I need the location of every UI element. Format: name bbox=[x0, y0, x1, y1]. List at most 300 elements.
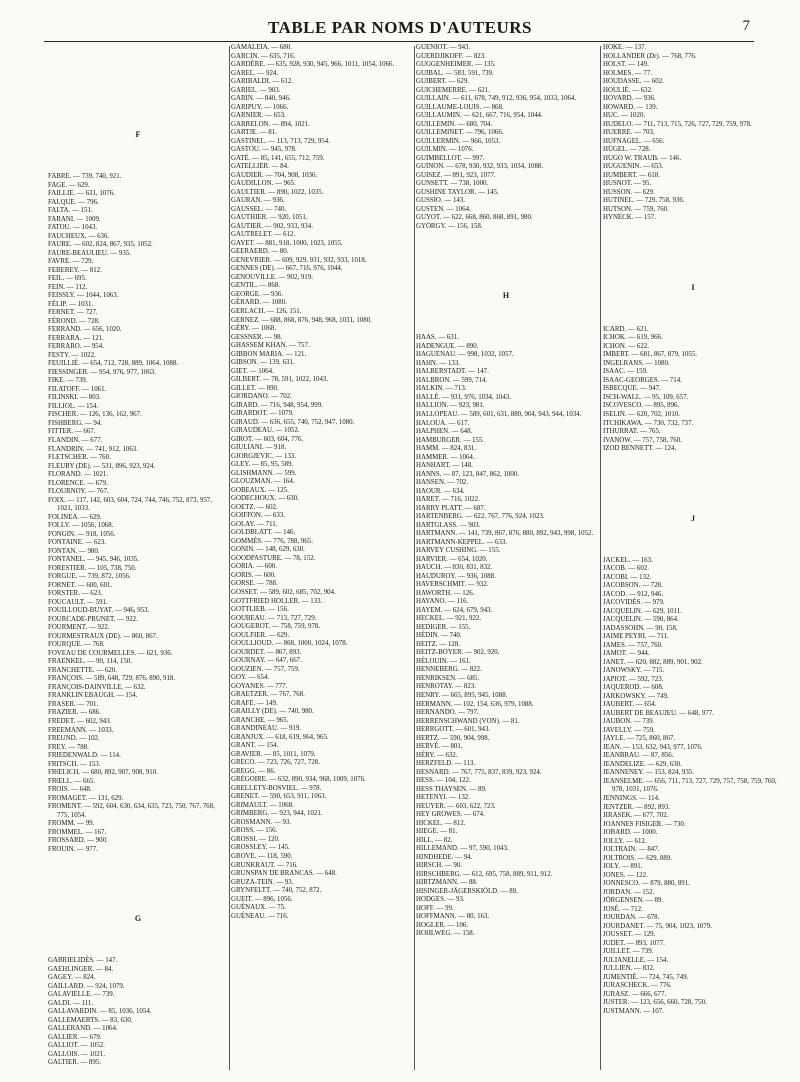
index-entry: FRAENKEL. — 90, 114, 150. bbox=[48, 658, 132, 666]
index-entry: GOTTLIEB. — 156. bbox=[231, 606, 289, 614]
index-entry: JUSTMANN. — 107. bbox=[603, 1007, 664, 1015]
index-entry: GALLIOT. — 1052. bbox=[48, 1042, 105, 1050]
index-entry: HALBERSTADT. — 147. bbox=[416, 368, 489, 376]
index-entry: FRIEDENWALD. — 114. bbox=[48, 752, 121, 760]
index-entry: GUISEZ. — 891, 923, 1077. bbox=[416, 171, 496, 179]
index-entry: GOLAY. — 711. bbox=[231, 520, 278, 528]
index-entry: GRUNSPAN DE BRANCAS. — 648. bbox=[231, 870, 337, 878]
index-entry: GUÉNEAU. — 716. bbox=[231, 912, 289, 920]
index-entry: FEIN. — 112. bbox=[48, 283, 88, 291]
index-entry: HUSSON. — 629. bbox=[603, 188, 655, 196]
index-entry: GOUBEAU. — 713, 727, 729. bbox=[231, 614, 317, 622]
index-entry: JACOD. — 912, 946. bbox=[603, 590, 664, 598]
index-entry: FRANKLIN EBAUGH. — 154. bbox=[48, 692, 138, 700]
index-entry: FOURQUE. — 768. bbox=[48, 641, 105, 649]
index-entry: HODGES. — 93. bbox=[416, 896, 465, 904]
index-entry: GERNEZ. — 688, 868, 876, 948, 968, 1031, 1080. bbox=[231, 316, 372, 324]
index-entry: HARVIER. — 654, 1020. bbox=[416, 555, 488, 563]
index-entry: FAURE. — 602, 824, 867, 935, 1052. bbox=[48, 241, 153, 249]
index-entry: FÉROND. — 728. bbox=[48, 317, 100, 325]
index-entry: FLEURY (DE). — 531, 896, 923, 924. bbox=[48, 462, 156, 470]
index-entry: HETENYI. — 132. bbox=[416, 794, 470, 802]
index-entry: ISCOVESCO. — 895, 896. bbox=[603, 402, 680, 410]
index-entry: HARTMANN. — 141, 739, 867, 876, 880, 892, 943, 998, 1052. bbox=[416, 530, 594, 538]
index-entry: FROMAGET. — 131, 629. bbox=[48, 794, 124, 802]
index-entry: HESS. — 104, 122. bbox=[416, 777, 471, 785]
index-entry: GUEIT. — 896, 1056. bbox=[231, 895, 293, 903]
index-entry: JULLIEN. — 832. bbox=[603, 965, 655, 973]
index-entry: FREY. — 788. bbox=[48, 743, 89, 751]
index-entry: GRIMAULT. — 1068. bbox=[231, 801, 294, 809]
index-entry: GOLDBLATT. — 146. bbox=[231, 529, 296, 537]
index-entry: GRAVIER. — 85, 1011, 1079. bbox=[231, 750, 316, 758]
index-entry: FESTY. — 1022. bbox=[48, 351, 96, 359]
spacer bbox=[48, 96, 228, 122]
index-entry: FOIX. — 117, 142, 603, 604, 724, 744, 746, 752, 873, 957, 1021, 1033. bbox=[48, 496, 212, 513]
index-entry: HERVÉ. — 801. bbox=[416, 743, 463, 751]
spacer bbox=[603, 223, 783, 249]
index-entry: GRANJUX. — 618, 619, 964, 965. bbox=[231, 733, 329, 741]
spacer bbox=[603, 531, 783, 557]
index-entry: GRAILLY (DE). — 740, 980. bbox=[231, 708, 314, 716]
index-entry: GOUGEROT. — 758, 759, 978. bbox=[231, 623, 321, 631]
index-entry: FONGIN. — 918, 1056. bbox=[48, 530, 116, 538]
section-letter: J bbox=[691, 513, 695, 523]
index-entry: FONTAINE. — 623. bbox=[48, 539, 107, 547]
index-entry: HICKEL. — 812. bbox=[416, 819, 466, 827]
index-entry: JUSTER. — 123, 656, 660, 728, 750. bbox=[603, 999, 707, 1007]
index-entry: HERZFELD. — 113. bbox=[416, 760, 476, 768]
index-entry: FROMM. — 99. bbox=[48, 820, 95, 828]
index-column-2 bbox=[231, 44, 414, 1072]
index-entry: GRUZA-TEIN. — 93. bbox=[231, 878, 294, 886]
index-entry: GARNIER. — 653. bbox=[231, 112, 286, 120]
index-entry: ISBECQUE. — 947. bbox=[603, 385, 661, 393]
index-entry: FLANDIN. — 677. bbox=[48, 436, 103, 444]
index-entry: FAUCHEUX. — 636. bbox=[48, 232, 110, 240]
index-entry: FRAZIER. — 686. bbox=[48, 709, 101, 717]
index-entry: GARIN. — 840, 946. bbox=[231, 95, 291, 103]
index-entry: GUILMIN. — 1076. bbox=[416, 146, 474, 154]
index-entry: JACOVIDÈS. — 979. bbox=[603, 599, 665, 607]
index-entry: ICARD. — 621. bbox=[603, 325, 649, 333]
index-entry: JUMENTIÉ. — 724, 745, 749. bbox=[603, 973, 689, 981]
index-entry: GORSE. — 788. bbox=[231, 580, 278, 588]
spacer bbox=[416, 257, 596, 283]
index-entry: GALLAVARDIN. — 85, 1036, 1054. bbox=[48, 1008, 152, 1016]
index-entry: HARET. — 716, 1022. bbox=[416, 496, 480, 504]
index-entry: JOUSSET. — 129. bbox=[603, 931, 656, 939]
index-entry: FOUCAULT. — 591. bbox=[48, 598, 108, 606]
index-entry: GALLIER. — 679. bbox=[48, 1033, 102, 1041]
index-entry: JAMOT. — 944. bbox=[603, 650, 650, 658]
index-entry: GOULLIOUD. — 868, 1000, 1024, 1078. bbox=[231, 640, 348, 648]
index-entry: GAUSSEL. — 740. bbox=[231, 205, 287, 213]
index-entry: GROSMANN. — 93. bbox=[231, 818, 292, 826]
index-entry: GAGEY. — 824. bbox=[48, 974, 96, 982]
index-entry: JAPIOT. — 592, 723. bbox=[603, 675, 664, 683]
index-entry: JEAN. — 153, 632, 943, 977, 1076. bbox=[603, 743, 703, 751]
index-entry: GÉRY. — 1068. bbox=[231, 325, 277, 333]
index-entry: FLORAND. — 1021. bbox=[48, 471, 109, 479]
index-entry: GASTINEL. — 113, 713, 729, 954. bbox=[231, 137, 330, 145]
index-entry: FIKE. — 739. bbox=[48, 377, 88, 385]
index-entry: GROSSLEY. — 145. bbox=[231, 844, 290, 852]
index-entry: GIRAUDEAU. — 1052. bbox=[231, 427, 300, 435]
index-entry: HERNANDO. — 797. bbox=[416, 709, 479, 717]
index-entry: ISAAC-GEORGES. — 714. bbox=[603, 376, 682, 384]
index-entry: GOURNAY. — 647, 667. bbox=[231, 657, 302, 665]
index-entry: GIRAUD. — 636, 655, 740, 752, 947, 1080. bbox=[231, 418, 355, 426]
index-entry: ISAAC. — 159. bbox=[603, 368, 648, 376]
index-entry: GRUNKRAUT. — 716. bbox=[231, 861, 298, 869]
index-entry: FROMMEL. — 167. bbox=[48, 828, 107, 836]
index-entry: FEISSLY. — 1044, 1063. bbox=[48, 292, 119, 300]
index-entry: GUSTEN. — 1064. bbox=[416, 205, 471, 213]
index-entry: FONTANEL. — 945, 946, 1035. bbox=[48, 556, 139, 564]
index-entry: FOLINEA. — 629. bbox=[48, 513, 102, 521]
index-entry: FONTAN. — 980. bbox=[48, 547, 100, 555]
index-entry: GUSSIO. — 143. bbox=[416, 197, 466, 205]
index-entry: FERRARA. — 121. bbox=[48, 334, 104, 342]
index-entry: HANNS. — 87, 123, 847, 862, 1000. bbox=[416, 470, 519, 478]
index-entry: HOHLWEG. — 158. bbox=[416, 930, 475, 938]
index-entry: ISCH-WALL. — 95, 109, 657. bbox=[603, 393, 689, 401]
index-entry: IZOD BENNETT. — 124. bbox=[603, 445, 677, 453]
index-entry: FORGUE. — 739, 872, 1056. bbox=[48, 573, 131, 581]
index-entry: FREUND. — 102. bbox=[48, 735, 100, 743]
index-entry: GRENET. — 590, 653, 911, 1063. bbox=[231, 793, 327, 801]
spacer bbox=[48, 147, 228, 173]
index-entry: ICHOK. — 619, 966. bbox=[603, 334, 663, 342]
index-entry: GAUTRELET. — 612. bbox=[231, 231, 296, 239]
index-entry: HANSEN. — 702. bbox=[416, 479, 469, 487]
index-entry: GRIMBERG. — 923, 944, 1021. bbox=[231, 810, 323, 818]
index-entry: FOUILLOUD-BUYAT. — 946, 953. bbox=[48, 607, 150, 615]
index-entry: HEY GROWES. — 674. bbox=[416, 811, 485, 819]
index-entry: HAVERSCHMIT. — 932. bbox=[416, 581, 489, 589]
spacer bbox=[603, 480, 783, 506]
index-entry: GOODPASTURE. — 78, 152. bbox=[231, 554, 316, 562]
index-entry: HAUCH. — 830, 831, 832. bbox=[416, 564, 493, 572]
index-entry: GUILLEMINET. — 796, 1066. bbox=[416, 129, 504, 137]
index-entry: JAMES. — 757, 760. bbox=[603, 641, 663, 649]
index-entry: FREDET. — 602, 943. bbox=[48, 718, 112, 725]
index-entry: GAMALÉIA. — 680. bbox=[231, 44, 292, 51]
index-entry: HENROTAY. — 823. bbox=[416, 683, 476, 691]
index-entry: HALPHEN. — 648. bbox=[416, 428, 473, 436]
index-entry: HIRTZMANN. — 88. bbox=[416, 879, 478, 887]
index-entry: GUILLEMIN. — 680, 704. bbox=[416, 120, 493, 128]
index-entry: JENTZER. — 892, 893. bbox=[603, 803, 670, 811]
index-entry: GOBEAUX. — 125. bbox=[231, 486, 289, 494]
index-column-3 bbox=[416, 44, 596, 1072]
index-entry: GLEY. — 85, 95, 589. bbox=[231, 461, 294, 469]
index-entry: GENOUVILLE. — 902, 919. bbox=[231, 273, 313, 281]
index-entry: HIRSCHBERG. — 612, 695, 758, 889, 911, 912. bbox=[416, 870, 553, 878]
index-entry: GAUDILLON. — 965. bbox=[231, 180, 296, 188]
index-entry: JONNESCO. — 879, 880, 891. bbox=[603, 880, 690, 888]
index-entry: GOIFFON. — 633. bbox=[231, 512, 285, 520]
index-entry: FRANCHETTE. — 620. bbox=[48, 666, 117, 674]
index-entry: ICHON. — 622. bbox=[603, 342, 649, 350]
index-entry: FILINSKI. — 803. bbox=[48, 394, 101, 402]
index-entry: GARIEL. — 903. bbox=[231, 86, 281, 94]
index-entry: FEBEREY. — 812. bbox=[48, 266, 102, 274]
index-entry: FILATOFF. — 1061. bbox=[48, 385, 107, 393]
index-entry: FOURMENT. — 922. bbox=[48, 624, 110, 632]
index-entry: HARVEY CUSHING. — 155. bbox=[416, 547, 501, 555]
index-entry: JOLTROIS. — 629, 889. bbox=[603, 854, 673, 862]
index-entry: GAILLARD. — 924, 1079. bbox=[48, 982, 125, 990]
index-entry: FLOURNOY. — 767. bbox=[48, 488, 109, 496]
index-entry: HOLLANDER (Dr). — 768, 776. bbox=[603, 52, 697, 60]
index-entry: GLOUZMAN. — 164. bbox=[231, 478, 295, 486]
index-entry: FERNET. — 727. bbox=[48, 309, 98, 317]
index-entry: HARTGLASS. — 903. bbox=[416, 521, 481, 529]
index-entry: GAYET. — 881, 918, 1000, 1023, 1055. bbox=[231, 239, 343, 247]
column-divider bbox=[229, 46, 230, 1070]
index-entry: GUINON. — 678, 930, 932, 933, 1034, 1088. bbox=[416, 163, 544, 171]
index-entry: HÉLOUIN. — 161. bbox=[416, 657, 471, 665]
index-entry: GARRELON. — 894, 1021. bbox=[231, 120, 310, 128]
section-letter: H bbox=[502, 291, 510, 301]
index-entry: ITHURRAT. — 765. bbox=[603, 428, 661, 436]
index-entry: GERLACH. — 126, 151. bbox=[231, 307, 302, 315]
index-entry: GHASSEM KHAN. — 757. bbox=[231, 342, 310, 350]
index-entry: JOANNES FISIGER. — 730. bbox=[603, 820, 686, 828]
spacer bbox=[416, 231, 596, 257]
index-entry: HOFFMANN. — 80, 163. bbox=[416, 913, 490, 921]
index-entry: JAUBON. — 739. bbox=[603, 718, 655, 726]
index-entry: GARIPUY. — 1066. bbox=[231, 103, 289, 111]
index-entry: GAUTIER. — 902, 933, 934. bbox=[231, 222, 313, 230]
index-entry: GIROT. — 603, 604, 776. bbox=[231, 435, 304, 443]
index-entry: JOSÉ. — 712. bbox=[603, 905, 643, 913]
index-entry: HAMMER. — 1064. bbox=[416, 453, 475, 461]
index-entry: JORDAN. — 152. bbox=[603, 888, 655, 896]
index-entry: GABRIELIDÈS. — 147. bbox=[48, 957, 118, 965]
index-entry: GUILLAUME-LOUIS. — 868. bbox=[416, 103, 504, 111]
index-entry: HOKE. — 137. bbox=[603, 44, 647, 51]
index-entry: HANHART. — 148. bbox=[416, 462, 473, 470]
index-entry: FAILLIE. — 631, 1076. bbox=[48, 190, 115, 198]
index-entry: HOULIÉ. — 632. bbox=[603, 86, 653, 94]
index-entry: FITTER. — 667. bbox=[48, 428, 96, 436]
index-entry: JENNINGS. — 114. bbox=[603, 795, 660, 802]
index-entry: FAGE. — 629. bbox=[48, 181, 90, 189]
index-entry: JACOBSON. — 728. bbox=[603, 582, 663, 590]
index-column-1 bbox=[48, 44, 228, 1072]
index-entry: GOTTFRIED HOLLER. — 133. bbox=[231, 597, 323, 605]
index-entry: GAULTIER. — 890, 1022, 1035. bbox=[231, 188, 324, 196]
index-entry: FALQUE. — 796. bbox=[48, 198, 99, 206]
index-entry: GÉRARD. — 1080. bbox=[231, 299, 287, 307]
index-entry: HUGO W. TRAUB. — 146. bbox=[603, 154, 682, 162]
spacer bbox=[48, 70, 228, 96]
index-entry: HÉRY. — 632. bbox=[416, 751, 458, 759]
index-entry: GUGGENHEIMER. — 135. bbox=[416, 61, 496, 69]
index-entry: GROVE. — 118, 590. bbox=[231, 852, 293, 860]
index-entry: FRANÇOIS. — 589, 648, 729, 876, 890, 918. bbox=[48, 675, 176, 683]
index-entry: GRANDINEAU. — 919. bbox=[231, 725, 302, 733]
index-entry: JURASCHECK. — 776. bbox=[603, 982, 672, 990]
index-entry: GUILLAUMIN. — 621, 667, 716, 954, 1044. bbox=[416, 112, 543, 120]
index-entry: JUILLET. — 739. bbox=[603, 948, 654, 956]
index-entry: INGELRANS. — 1080. bbox=[603, 359, 670, 367]
index-entry: HAGUENAU. — 998, 1032, 1057. bbox=[416, 351, 514, 359]
index-entry: JOURDAN. — 678. bbox=[603, 914, 660, 922]
index-entry: HADENGUE. — 890. bbox=[416, 342, 479, 350]
index-entry: GUÉNAUX. — 75. bbox=[231, 904, 286, 912]
index-entry: HIRSCH. — 90. bbox=[416, 862, 462, 870]
column-divider bbox=[600, 46, 601, 1070]
index-entry: JIRASEK. — 677, 702. bbox=[603, 812, 669, 820]
index-entry: HUDELO. — 711, 713, 715, 726, 727, 729, 759, 978. bbox=[603, 120, 752, 128]
index-entry: FROIS. — 648. bbox=[48, 786, 92, 794]
spacer bbox=[416, 308, 596, 334]
index-entry: FROMENT. — 592, 604, 630, 634, 635, 723, 750, 767, 768, 775, 1054. bbox=[48, 803, 215, 819]
index-entry: FRŒLL. — 665. bbox=[48, 777, 96, 785]
index-entry: FORNET. — 600, 601. bbox=[48, 581, 113, 589]
index-entry: GRECO. — 723, 726, 727, 728. bbox=[231, 759, 320, 767]
index-entry: HAOUR. — 634. bbox=[416, 487, 465, 495]
index-entry: JAVELLY. — 759. bbox=[603, 726, 655, 734]
index-entry: HUTINEL. — 729, 758, 936. bbox=[603, 197, 685, 205]
index-entry: JEANSELME. — 656, 711, 713, 727, 729, 757, 758, 759, 760, 978, 1031, 1076. bbox=[603, 777, 777, 794]
spacer bbox=[603, 300, 783, 326]
index-entry: HALOUA. — 617. bbox=[416, 419, 470, 427]
index-entry: GAREL. — 924. bbox=[231, 69, 279, 77]
index-entry: GATÉ. — 85, 141, 655, 712, 759. bbox=[231, 154, 325, 162]
index-entry: GREGG. — 86. bbox=[231, 767, 276, 775]
index-entry: JOLTRAIN. — 847. bbox=[603, 846, 660, 854]
section-letter: F bbox=[135, 130, 141, 139]
index-entry: HÉDIN. — 740. bbox=[416, 632, 462, 640]
index-entry: FOURCADE-PRUNET. — 922. bbox=[48, 615, 138, 623]
index-entry: ITCHIKAWA. — 730, 732, 737. bbox=[603, 419, 694, 427]
index-entry: GOYANES. — 777. bbox=[231, 682, 288, 690]
index-entry: HALKIN. — 713. bbox=[416, 385, 467, 393]
index-entry: IVANOW. — 757, 758, 760. bbox=[603, 436, 682, 444]
spacer bbox=[603, 454, 783, 480]
index-entry: HOGLER. — 106. bbox=[416, 921, 469, 929]
index-entry: HILL. — 82. bbox=[416, 836, 453, 844]
index-entry: FAVRE. — 729. bbox=[48, 258, 94, 266]
index-entry: GALDI. — 111. bbox=[48, 999, 94, 1007]
index-entry: HAYANO. — 116. bbox=[416, 598, 469, 606]
index-entry: GUYOT. — 622, 668, 860, 868, 891, 980. bbox=[416, 214, 533, 222]
index-entry: FROSSARD. — 900. bbox=[48, 837, 108, 845]
index-entry: HEUYER. — 603, 622, 723. bbox=[416, 802, 496, 810]
index-entry: GUÉNIOT. — 943. bbox=[416, 44, 471, 51]
index-entry: FRITSCH. — 153. bbox=[48, 760, 101, 768]
index-entry: GUNSETT. — 738, 1000. bbox=[416, 180, 489, 188]
index-entry: HAHN. — 133. bbox=[416, 359, 461, 367]
index-entry: FOVEAU DE COURMELLES. — 621, 936. bbox=[48, 649, 173, 657]
index-entry: HOLST. — 149. bbox=[603, 61, 649, 69]
index-entry: GUIMBELLOT. — 997. bbox=[416, 154, 485, 162]
index-entry: JAQUEROD. — 608. bbox=[603, 684, 664, 692]
index-entry: GIULIANI. — 918. bbox=[231, 444, 287, 452]
index-entry: JOLLY. — 612. bbox=[603, 837, 647, 845]
index-entry: GODECHOUX. — 630. bbox=[231, 495, 299, 503]
index-entry: HERMANN. — 102, 154, 636, 979, 1088. bbox=[416, 700, 534, 708]
index-entry: FLETSCHER. — 760. bbox=[48, 454, 111, 462]
index-entry: GIBBON MARIA. — 121. bbox=[231, 350, 307, 358]
index-entry: GARCIN. — 635, 716. bbox=[231, 52, 296, 60]
index-entry: HERRGOTT. — 601, 943. bbox=[416, 726, 491, 734]
index-entry: HYNECK. — 157. bbox=[603, 214, 656, 222]
page-title: TABLE PAR NOMS D'AUTEURS bbox=[267, 18, 533, 37]
index-entry: GROSS. — 156. bbox=[231, 827, 278, 835]
index-entry: FRŒLICH. — 680, 892, 907, 908, 910. bbox=[48, 769, 158, 777]
index-entry: GIRARDOT. — 1079. bbox=[231, 410, 294, 418]
index-entry: GENEVRIER. — 609, 929, 931, 932, 933, 1018. bbox=[231, 256, 367, 264]
index-entry: HUSNOT. — 95. bbox=[603, 180, 652, 188]
index-entry: JAUBERT DE BEAUJEU. — 648, 977. bbox=[603, 709, 714, 717]
index-entry: GRAFE. — 149. bbox=[231, 699, 278, 707]
index-entry: GASTOU. — 945, 978. bbox=[231, 146, 297, 154]
index-entry: GUILLERMIN. — 966, 1053. bbox=[416, 137, 501, 145]
index-entry: GALLOIS. — 1021. bbox=[48, 1050, 106, 1058]
index-entry: HENRIKSEN. — 685. bbox=[416, 674, 480, 682]
index-entry: GRELLETY-BOSVIEL. — 978. bbox=[231, 784, 322, 792]
index-entry: GAURAN. — 936. bbox=[231, 197, 285, 205]
index-entry: GUICHEMERRE. — 621. bbox=[416, 86, 490, 94]
index-entry: GOY. — 654. bbox=[231, 674, 270, 682]
index-entry: HILLEMAND. — 97, 590, 1043. bbox=[416, 845, 509, 853]
index-entry: FATOU. — 1043. bbox=[48, 224, 98, 232]
index-entry: JULIANELLE. — 154. bbox=[603, 956, 669, 964]
index-entry: GAUDIER. — 704, 908, 1036. bbox=[231, 171, 318, 179]
index-entry: HUC. — 1020. bbox=[603, 112, 646, 120]
index-entry: HOUDASSE. — 602. bbox=[603, 78, 664, 86]
index-entry: GIRARD. — 716, 948, 954, 999. bbox=[231, 401, 323, 409]
index-entry: GLISHMANN. — 599. bbox=[231, 469, 297, 477]
index-entry: HAMBURGER. — 155. bbox=[416, 436, 485, 444]
index-entry: FILLIOL. — 154. bbox=[48, 402, 99, 410]
index-entry: HUMBERT. — 618. bbox=[603, 171, 660, 179]
index-entry: HINDHEDE. — 94. bbox=[416, 853, 473, 861]
index-entry: FOLLY. — 1056, 1068. bbox=[48, 522, 114, 530]
index-entry: FEIL. — 695. bbox=[48, 275, 87, 283]
section-letter: G bbox=[134, 914, 142, 924]
spacer bbox=[48, 854, 228, 880]
index-entry: FARANI. — 1009. bbox=[48, 215, 101, 223]
index-entry: JACOBI. — 132. bbox=[603, 573, 652, 581]
index-entry: HOWARD. — 139. bbox=[603, 103, 658, 111]
index-entry: GOETZ. — 602. bbox=[231, 503, 278, 511]
index-entry: GEORGE. — 936. bbox=[231, 290, 284, 298]
index-entry: JACQUELIN. — 590, 864. bbox=[603, 616, 679, 624]
index-entry: HEITZ-BOYER. — 902, 920. bbox=[416, 649, 500, 657]
index-entry: GOURDET. — 867, 893. bbox=[231, 648, 302, 656]
index-entry: HUGUENIN. — 653. bbox=[603, 163, 664, 171]
index-entry: JAIME PEYRI. — 711. bbox=[603, 633, 669, 641]
index-entry: GALLEMAERTS. — 83, 630. bbox=[48, 1016, 133, 1024]
index-entry: JAUBERT. — 654. bbox=[603, 701, 657, 709]
index-entry: GROSSI. — 120. bbox=[231, 835, 280, 843]
index-entry: HAWORTH. — 126. bbox=[416, 589, 475, 597]
index-entry: GRAETZER. — 767, 768. bbox=[231, 691, 305, 699]
index-entry: GEERAERD. — 80. bbox=[231, 248, 289, 256]
index-entry: HOLMES. — 77. bbox=[603, 69, 653, 77]
index-entry: GOSSET. — 589, 602, 685, 702, 904. bbox=[231, 589, 336, 596]
index-entry: JEANBRAU. — 87, 856. bbox=[603, 752, 674, 760]
index-entry: GENNES (DE). — 667, 716, 976, 1044. bbox=[231, 265, 343, 273]
index-entry: GIET. — 1064. bbox=[231, 367, 274, 375]
